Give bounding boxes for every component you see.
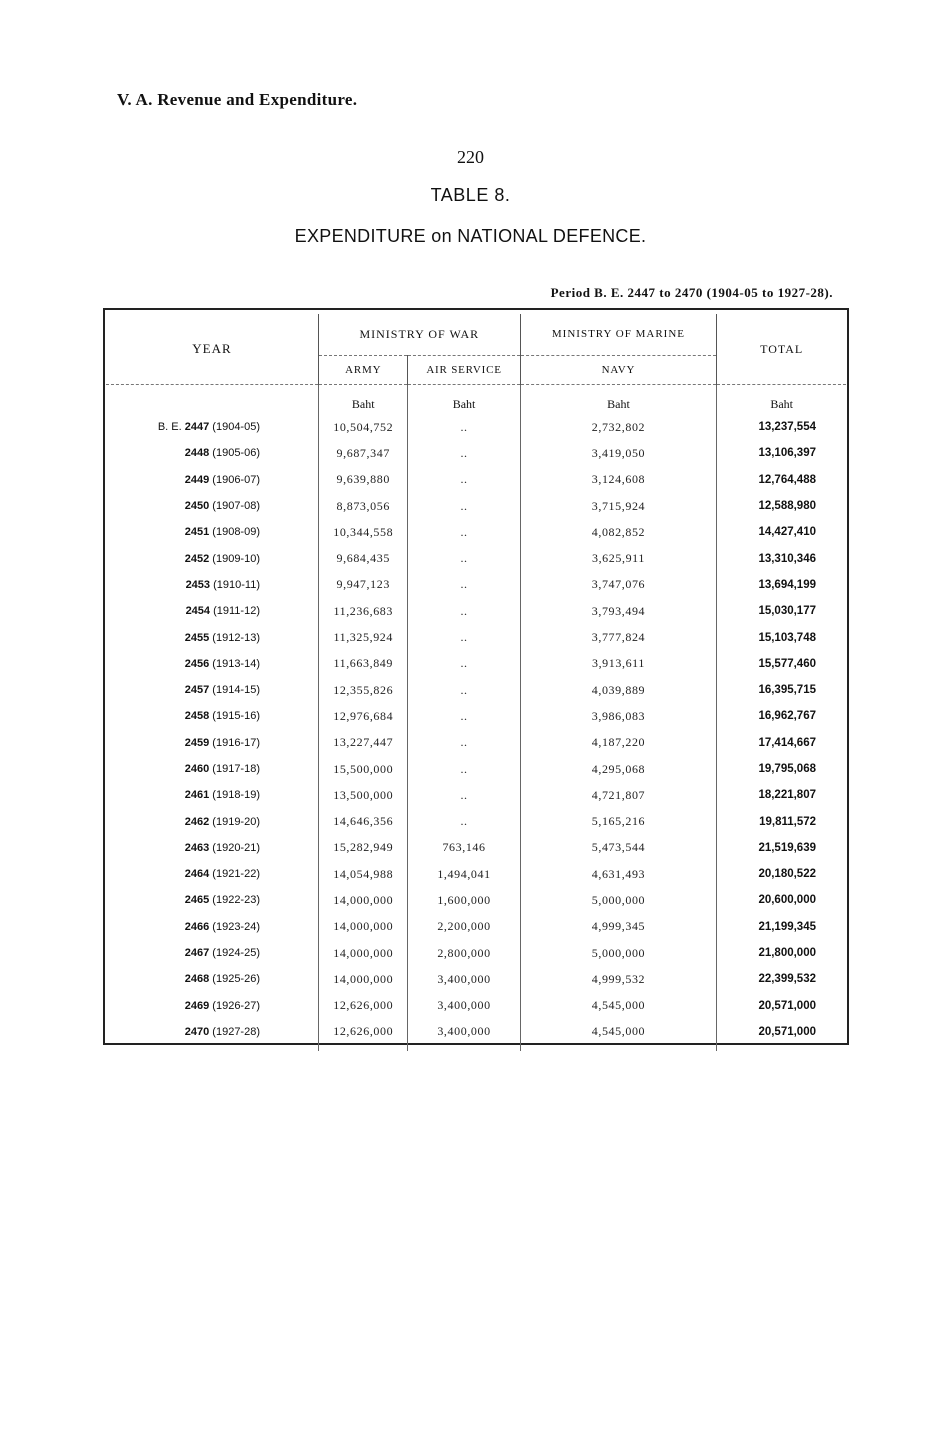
year-ce: (1911-12) [213,605,260,618]
navy-cell: 3,419,050 [520,440,717,466]
table-row [106,598,846,624]
year-prefix: B. E. [157,421,182,434]
navy-cell: 2,732,802 [520,414,717,440]
army-cell: 14,000,000 [319,940,408,966]
year-cell [106,730,319,756]
table-row [106,966,846,992]
air-service-cell: 763,146 [408,835,520,861]
navy-cell: 3,747,076 [520,572,717,598]
year-be: 2448 [184,447,210,460]
year-be: 2453 [185,578,211,591]
total-cell: 18,221,807 [758,789,816,802]
army-cell: 8,873,056 [319,493,408,519]
total-cell: 20,571,000 [758,1025,816,1038]
year-be: 2463 [184,841,210,854]
year-ce: (1922-23) [212,894,260,907]
navy-cell: 4,721,807 [520,782,717,808]
navy-cell: 4,295,068 [520,756,717,782]
year-ce: (1915-16) [212,710,260,723]
navy-cell: 4,039,889 [520,677,717,703]
year-be: 2449 [184,473,210,486]
air-service-cell: .. [408,493,520,519]
units-total: Baht [717,385,846,415]
navy-cell: 3,715,924 [520,493,717,519]
section-heading: V. A. Revenue and Expenditure. [117,90,358,109]
air-service-cell: 1,600,000 [408,887,520,913]
year-ce: (1917-18) [212,763,260,775]
total-cell: 21,519,639 [758,841,816,854]
year-ce: (1920-21) [212,841,260,854]
year-cell [106,545,319,571]
year-cell [106,914,319,940]
table-row [106,467,846,493]
navy-cell: 5,000,000 [520,940,717,966]
army-cell: 9,684,435 [319,545,408,571]
total-cell: 14,427,410 [758,526,816,539]
army-cell: 14,000,000 [319,966,408,992]
navy-cell: 3,625,911 [520,545,717,571]
total-cell: 12,588,980 [758,500,816,513]
year-be: 2466 [184,920,210,933]
navy-cell: 4,187,220 [520,730,717,756]
units-year-cell [106,385,319,415]
total-cell: 13,106,397 [758,447,816,460]
year-ce: (1910-11) [213,578,260,591]
year-cell [106,414,319,440]
header-navy: NAVY [520,355,717,384]
army-cell: 15,282,949 [319,835,408,861]
total-cell: 22,399,532 [758,973,816,986]
year-be: 2455 [184,631,210,644]
year-ce: (1912-13) [212,631,260,644]
table-number: TABLE 8. [430,185,511,205]
table-row [106,651,846,677]
air-service-cell: .. [408,730,520,756]
navy-cell: 3,124,608 [520,467,717,493]
year-cell [106,1019,319,1045]
air-service-cell: 3,400,000 [408,966,520,992]
navy-cell: 4,082,852 [520,519,717,545]
year-be: 2459 [184,736,210,749]
units-row [106,385,846,415]
air-service-cell: 3,400,000 [408,993,520,1019]
units-navy: Baht [520,385,717,415]
army-cell: 14,000,000 [319,914,408,940]
navy-cell: 3,986,083 [520,703,717,729]
total-cell: 19,811,572 [759,815,816,828]
table-row [106,730,846,756]
air-service-cell: .. [408,756,520,782]
year-be: 2460 [184,763,210,775]
year-cell [106,572,319,598]
navy-cell: 3,793,494 [520,598,717,624]
navy-cell: 4,999,532 [520,966,717,992]
army-cell: 9,947,123 [319,572,408,598]
navy-cell: 5,473,544 [520,835,717,861]
year-be: 2469 [184,999,210,1012]
total-cell: 13,310,346 [758,552,816,565]
year-cell [106,624,319,650]
year-cell [106,861,319,887]
header-ministry-of-marine: MINISTRY OF MARINE [520,314,717,355]
year-be: 2470 [184,1025,210,1038]
air-service-cell: .. [408,440,520,466]
army-cell: 14,000,000 [319,887,408,913]
year-ce: (1913-14) [212,657,260,670]
year-cell [106,887,319,913]
navy-cell: 4,631,493 [520,861,717,887]
air-service-cell: .. [408,624,520,650]
table-bottom-spacer [106,1045,846,1051]
total-cell: 19,795,068 [758,763,816,775]
year-ce: (1927-28) [212,1025,260,1038]
year-be: 2468 [184,973,210,986]
army-cell: 13,227,447 [319,730,408,756]
year-cell [106,993,319,1019]
year-be: 2467 [184,947,210,960]
year-cell [106,940,319,966]
total-cell: 13,237,554 [758,421,816,434]
total-cell: 21,800,000 [758,947,816,960]
header-army: ARMY [319,355,408,384]
air-service-cell: 3,400,000 [408,1019,520,1045]
year-ce: (1923-24) [212,920,260,933]
year-ce: (1918-19) [212,789,260,802]
table-row [106,993,846,1019]
year-ce: (1924-25) [212,947,260,960]
year-cell [106,756,319,782]
total-cell: 15,103,748 [758,631,816,644]
table-title: EXPENDITURE on NATIONAL DEFENCE. [294,226,647,246]
year-ce: (1921-22) [212,868,260,881]
table-row [106,519,846,545]
year-be: 2462 [184,815,210,828]
total-cell: 15,577,460 [758,657,816,670]
army-cell: 10,504,752 [319,414,408,440]
table-row [106,782,846,808]
army-cell: 11,236,683 [319,598,408,624]
table-row [106,493,846,519]
year-be: 2447 [184,421,210,434]
army-cell: 14,646,356 [319,808,408,834]
air-service-cell: .. [408,782,520,808]
table-row [106,440,846,466]
year-cell [106,966,319,992]
table-body [106,414,846,1051]
year-cell [106,598,319,624]
air-service-cell: .. [408,598,520,624]
table-row [106,572,846,598]
army-cell: 10,344,558 [319,519,408,545]
table-row [106,677,846,703]
year-ce: (1916-17) [212,736,260,749]
year-cell [106,703,319,729]
table-row [106,940,846,966]
year-ce: (1919-20) [212,815,260,828]
air-service-cell: 2,800,000 [408,940,520,966]
year-ce: (1909-10) [212,552,260,565]
navy-cell: 4,545,000 [520,993,717,1019]
year-ce: (1906-07) [212,473,260,486]
year-cell [106,782,319,808]
header-ministry-of-war: MINISTRY OF WAR [319,314,521,355]
table-row [106,414,846,440]
year-ce: (1926-27) [212,999,260,1012]
total-cell: 20,571,000 [758,999,816,1012]
year-be: 2451 [184,526,210,539]
year-ce: (1914-15) [212,684,260,697]
table-row [106,624,846,650]
table-row [106,861,846,887]
year-cell [106,440,319,466]
table-row [106,1019,846,1045]
period-caption: Period B. E. 2447 to 2470 (1904-05 to 1927-28). [550,285,833,300]
air-service-cell: .. [408,808,520,834]
year-ce: (1904-05) [212,421,260,434]
total-cell: 20,600,000 [758,894,816,907]
year-cell [106,808,319,834]
year-be: 2457 [184,684,210,697]
army-cell: 12,355,826 [319,677,408,703]
year-cell [106,651,319,677]
air-service-cell: 2,200,000 [408,914,520,940]
army-cell: 9,639,880 [319,467,408,493]
navy-cell: 3,777,824 [520,624,717,650]
year-ce: (1905-06) [212,447,260,460]
year-be: 2454 [185,605,211,618]
total-cell: 12,764,488 [758,473,816,486]
army-cell: 13,500,000 [319,782,408,808]
total-cell: 13,694,199 [758,578,816,591]
year-be: 2456 [184,657,210,670]
navy-cell: 5,000,000 [520,887,717,913]
total-cell: 16,962,767 [758,710,816,723]
army-cell: 12,976,684 [319,703,408,729]
table-row [106,887,846,913]
air-service-cell: .. [408,545,520,571]
total-cell: 20,180,522 [758,868,816,881]
total-cell: 17,414,667 [758,736,816,749]
army-cell: 9,687,347 [319,440,408,466]
air-service-cell: .. [408,572,520,598]
air-service-cell: .. [408,519,520,545]
army-cell: 12,626,000 [319,1019,408,1045]
navy-cell: 4,999,345 [520,914,717,940]
table-row [106,835,846,861]
air-service-cell: .. [408,414,520,440]
table-row [106,756,846,782]
year-ce: (1907-08) [212,500,260,513]
year-cell [106,493,319,519]
total-cell: 15,030,177 [758,605,816,618]
navy-cell: 5,165,216 [520,808,717,834]
year-be: 2465 [184,894,210,907]
army-cell: 12,626,000 [319,993,408,1019]
army-cell: 11,325,924 [319,624,408,650]
table-row [106,545,846,571]
navy-cell: 4,545,000 [520,1019,717,1045]
navy-cell: 3,913,611 [520,651,717,677]
year-cell [106,467,319,493]
total-cell: 16,395,715 [758,684,816,697]
header-total: TOTAL [760,341,804,356]
year-be: 2458 [184,710,210,723]
year-cell [106,835,319,861]
table-row [106,703,846,729]
year-be: 2464 [184,868,210,881]
table-row [106,914,846,940]
total-cell: 21,199,345 [758,920,816,933]
table-row [106,808,846,834]
army-cell: 15,500,000 [319,756,408,782]
header-year: YEAR [106,314,319,385]
air-service-cell: .. [408,703,520,729]
air-service-cell: .. [408,677,520,703]
air-service-cell: .. [408,651,520,677]
year-be: 2461 [184,789,210,802]
year-ce: (1925-26) [212,973,260,986]
army-cell: 11,663,849 [319,651,408,677]
year-ce: (1908-09) [212,526,260,539]
year-cell [106,519,319,545]
page-number: 220 [457,147,484,167]
units-army: Baht [319,385,408,415]
expenditure-table [106,314,846,1051]
air-service-cell: 1,494,041 [408,861,520,887]
units-air: Baht [408,385,520,415]
year-be: 2450 [184,500,210,513]
army-cell: 14,054,988 [319,861,408,887]
header-air-service: AIR SERVICE [408,355,520,384]
year-be: 2452 [184,552,210,565]
year-cell [106,677,319,703]
air-service-cell: .. [408,467,520,493]
